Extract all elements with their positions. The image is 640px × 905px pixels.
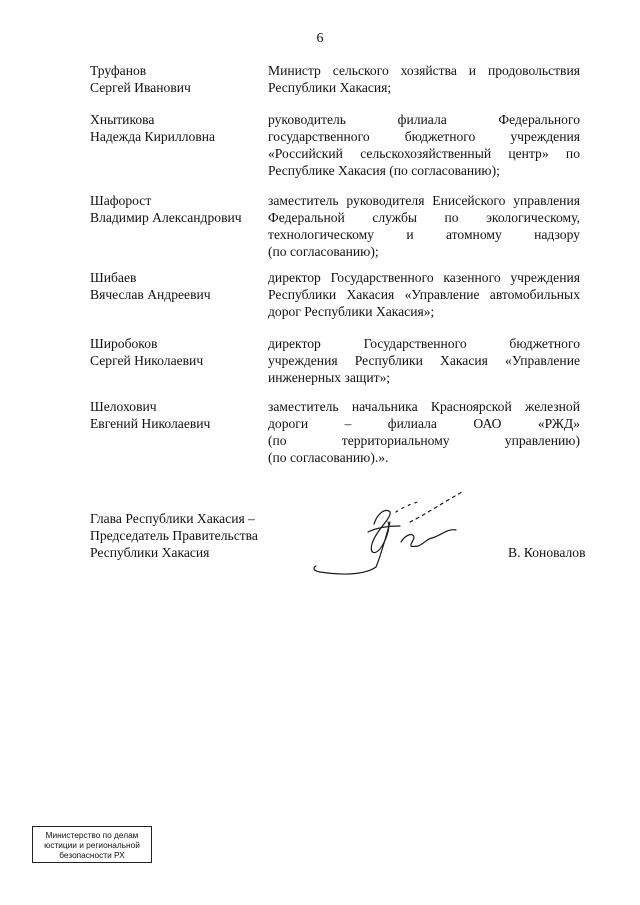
person-name (90, 398, 268, 466)
position-line: (по территориальному управлению) (268, 433, 580, 448)
position-line: (по согласованию).». (268, 450, 389, 465)
position-line: директор Государственного казенного учреждения (268, 270, 580, 285)
entry-shaforost (90, 192, 580, 260)
position-line: руководитель филиала Федерального (268, 112, 580, 127)
entry-shelokhovich (90, 398, 580, 466)
signer-name: В. Коновалов (508, 545, 586, 560)
signatory-title-line: Глава Республики Хакасия – (90, 511, 255, 526)
person-name (90, 335, 268, 386)
position-line: заместитель руководителя Енисейского управления (268, 193, 580, 208)
position-line: учреждения Республики Хакасия «Управление (268, 353, 580, 368)
position-text (268, 398, 580, 466)
position-line: Республике Хакасия (по согласованию); (268, 163, 500, 178)
position-line: Республики Хакасия «Управление автомобильных (268, 287, 580, 302)
stamp-line: безопасности РХ (59, 850, 125, 860)
position-line: дорог Республики Хакасия»; (268, 304, 435, 319)
position-text (268, 269, 580, 320)
position-line: заместитель начальника Красноярской железной (268, 399, 580, 414)
position-line: технологическому и атомному надзору (268, 227, 580, 242)
person-name (90, 111, 268, 179)
given-name: Вячеслав Андреевич (90, 287, 211, 302)
stamp-line: юстиции и региональной (44, 840, 140, 850)
person-name (90, 192, 268, 260)
person-name (90, 62, 268, 96)
signatory-title (90, 510, 290, 561)
given-name: Сергей Иванович (90, 80, 191, 95)
registration-stamp (32, 826, 152, 863)
position-line: дороги – филиала ОАО «РЖД» (268, 416, 580, 431)
position-line: Республики Хакасия; (268, 80, 392, 95)
page-number: 6 (316, 31, 324, 46)
stamp-line: Министерство по делам (45, 830, 139, 840)
position-text (268, 192, 580, 260)
signatory-title-line: Председатель Правительства (90, 528, 258, 543)
position-line: «Российский сельскохозяйственный центр» по (268, 146, 580, 161)
position-text (268, 335, 580, 386)
entry-trufanov (90, 62, 580, 96)
surname: Шелохович (90, 399, 157, 414)
position-line: Министр сельского хозяйства и продовольствия (268, 63, 580, 78)
position-text (268, 111, 580, 179)
given-name: Евгений Николаевич (90, 416, 211, 431)
position-line: (по согласованию); (268, 244, 379, 259)
entry-shibaev (90, 269, 580, 320)
given-name: Надежда Кирилловна (90, 129, 216, 144)
given-name: Сергей Николаевич (90, 353, 204, 368)
entry-shirobokov (90, 335, 580, 386)
position-text (268, 62, 580, 96)
position-line: директор Государственного бюджетного (268, 336, 580, 351)
given-name: Владимир Александрович (90, 210, 242, 225)
entry-khnytikova (90, 111, 580, 179)
surname: Широбоков (90, 336, 158, 351)
signatory-title-line: Республики Хакасия (90, 545, 210, 560)
surname: Хнытикова (90, 112, 155, 127)
surname: Шафорост (90, 193, 152, 208)
handwritten-signature (306, 482, 476, 582)
position-line: Федеральной службы по экологическому, (268, 210, 580, 225)
surname: Шибаев (90, 270, 137, 285)
position-line: инженерных защит»; (268, 370, 391, 385)
person-name (90, 269, 268, 320)
surname: Труфанов (90, 63, 147, 78)
position-line: государственного бюджетного учреждения (268, 129, 580, 144)
